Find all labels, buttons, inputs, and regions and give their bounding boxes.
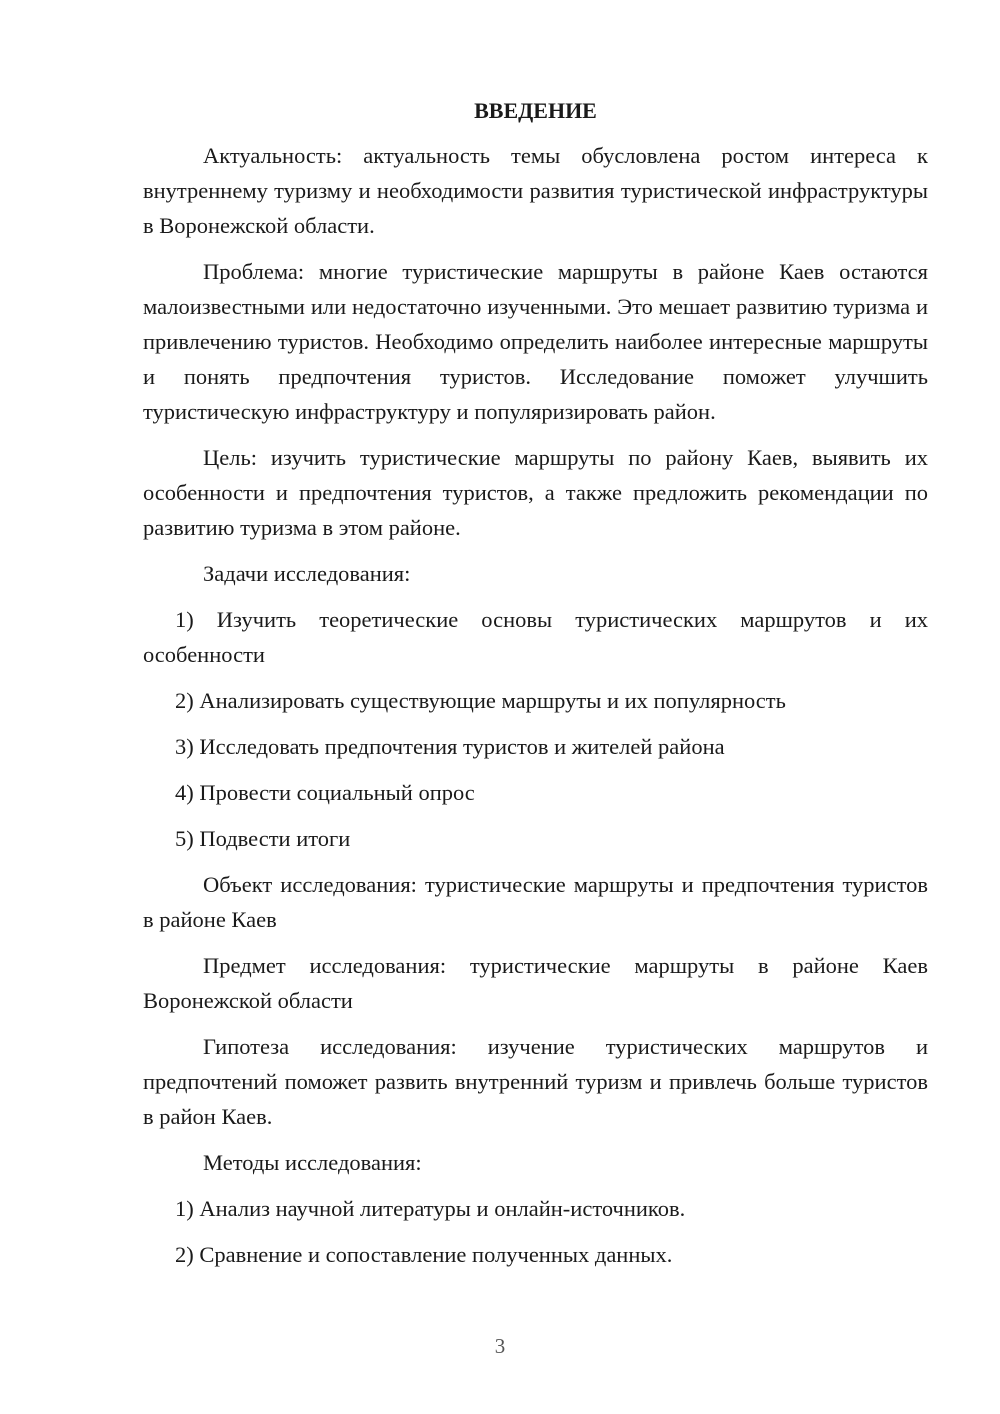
method-item-2: 2) Сравнение и сопоставление полученных данных. (175, 1242, 673, 1267)
task-item-4: 4) Провести социальный опрос (175, 780, 475, 805)
section-heading: ВВЕДЕНИЕ (474, 98, 597, 123)
task-item-5: 5) Подвести итоги (175, 826, 351, 851)
tasks-label: Задачи исследования: (203, 561, 411, 586)
task-item-3: 3) Исследовать предпочтения туристов и жителей района (175, 734, 725, 759)
method-item-1: 1) Анализ научной литературы и онлайн-источников. (175, 1196, 686, 1221)
page-number: 3 (494, 1334, 506, 1358)
goal-paragraph: Цель: изучить туристические маршруты по району Каев, выявить их особенности и предпочтения туристов, а также предложить рекомендации по развитию туризма в этом районе. (143, 445, 928, 540)
subject-paragraph: Предмет исследования: туристические маршруты в районе Каев Воронежской области (143, 953, 928, 1013)
hypothesis-paragraph: Гипотеза исследования: изучение туристических маршрутов и предпочтений поможет развить внутренний туризм и привлечь больше туристов в район Каев. (143, 1034, 928, 1129)
document-page (143, 96, 928, 1283)
methods-label: Методы исследования: (203, 1150, 422, 1175)
task-item-1: 1) Изучить теоретические основы туристических маршрутов и их особенности (143, 607, 928, 667)
object-paragraph: Объект исследования: туристические маршруты и предпочтения туристов в районе Каев (143, 872, 928, 932)
problem-paragraph: Проблема: многие туристические маршруты в районе Каев остаются малоизвестными или недостаточно изученными. Это мешает развитию туризма и привлечению туристов. Необходимо определить наиболее интересные маршруты и понять предпочтения туристов. Исследование поможет улучшить туристическую инфраструктуру и популяризировать район. (143, 259, 928, 424)
relevance-paragraph: Актуальность: актуальность темы обусловлена ростом интереса к внутреннему туризму и необходимости развития туристической инфраструктуры в Воронежской области. (143, 143, 928, 238)
task-item-2: 2) Анализировать существующие маршруты и их популярность (175, 688, 786, 713)
